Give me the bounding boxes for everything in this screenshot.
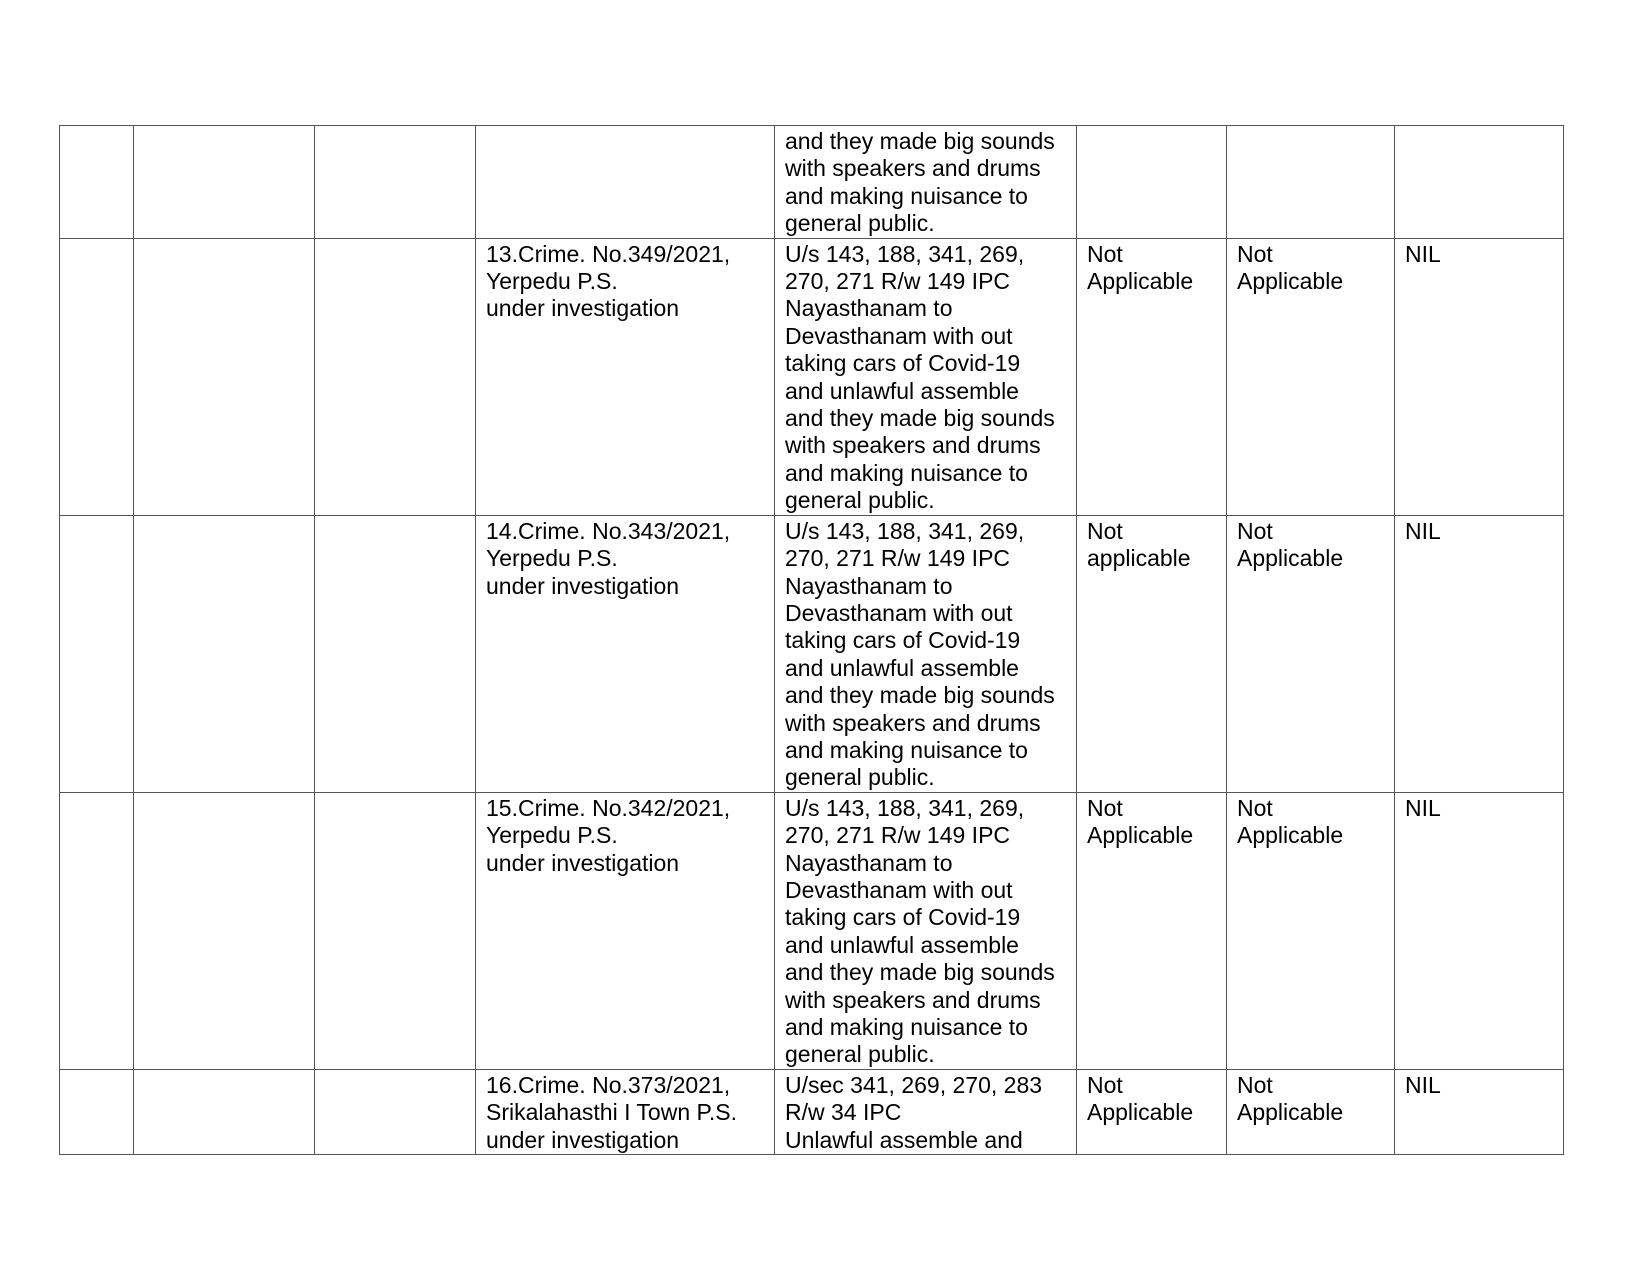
table-row bbox=[60, 126, 1564, 239]
info-cell bbox=[315, 126, 476, 239]
status-a-cell: Not Applicable bbox=[1077, 792, 1227, 1069]
info-cell bbox=[315, 238, 476, 515]
status-b-cell: Not Applicable bbox=[1227, 792, 1395, 1069]
sl-no-cell bbox=[60, 238, 134, 515]
details-cell: U/s 143, 188, 341, 269, 270, 271 R/w 149 IPC Nayasthanam to Devasthanam with out taking cars of Covid-19 and unlawful assemble and they made big sounds with speakers and drums and making nuisance to general public. bbox=[775, 792, 1077, 1069]
details-cell: U/s 143, 188, 341, 269, 270, 271 R/w 149 IPC Nayasthanam to Devasthanam with out taking cars of Covid-19 and unlawful assemble and they made big sounds with speakers and drums and making nuisance to general public. bbox=[775, 515, 1077, 792]
case-cell bbox=[476, 126, 775, 239]
sl-no-cell bbox=[60, 126, 134, 239]
info-cell bbox=[315, 792, 476, 1069]
details-cell: and they made big sounds with speakers and drums and making nuisance to general public. bbox=[775, 126, 1077, 239]
status-a-cell: Not Applicable bbox=[1077, 1069, 1227, 1154]
table-row bbox=[60, 792, 1564, 1069]
case-cell: 16.Crime. No.373/2021, Srikalahasthi I Town P.S. under investigation bbox=[476, 1069, 775, 1154]
table-row bbox=[60, 238, 1564, 515]
info-cell bbox=[315, 1069, 476, 1154]
name-cell bbox=[134, 792, 315, 1069]
details-cell: U/s 143, 188, 341, 269, 270, 271 R/w 149 IPC Nayasthanam to Devasthanam with out taking cars of Covid-19 and unlawful assemble and they made big sounds with speakers and drums and making nuisance to general public. bbox=[775, 238, 1077, 515]
status-b-cell: Not Applicable bbox=[1227, 1069, 1395, 1154]
remark-cell bbox=[1395, 126, 1564, 239]
name-cell bbox=[134, 515, 315, 792]
sl-no-cell bbox=[60, 515, 134, 792]
info-cell bbox=[315, 515, 476, 792]
status-a-cell: Not Applicable bbox=[1077, 238, 1227, 515]
name-cell bbox=[134, 126, 315, 239]
remark-cell: NIL bbox=[1395, 515, 1564, 792]
remark-cell: NIL bbox=[1395, 792, 1564, 1069]
name-cell bbox=[134, 1069, 315, 1154]
case-table bbox=[59, 125, 1564, 1155]
table-row bbox=[60, 1069, 1564, 1154]
case-cell: 15.Crime. No.342/2021, Yerpedu P.S. under investigation bbox=[476, 792, 775, 1069]
sl-no-cell bbox=[60, 1069, 134, 1154]
status-a-cell bbox=[1077, 126, 1227, 239]
table-row bbox=[60, 515, 1564, 792]
details-cell: U/sec 341, 269, 270, 283 R/w 34 IPC Unlawful assemble and bbox=[775, 1069, 1077, 1154]
remark-cell: NIL bbox=[1395, 1069, 1564, 1154]
status-a-cell: Not applicable bbox=[1077, 515, 1227, 792]
sl-no-cell bbox=[60, 792, 134, 1069]
status-b-cell bbox=[1227, 126, 1395, 239]
case-cell: 14.Crime. No.343/2021, Yerpedu P.S. under investigation bbox=[476, 515, 775, 792]
name-cell bbox=[134, 238, 315, 515]
case-cell: 13.Crime. No.349/2021, Yerpedu P.S. under investigation bbox=[476, 238, 775, 515]
status-b-cell: Not Applicable bbox=[1227, 515, 1395, 792]
status-b-cell: Not Applicable bbox=[1227, 238, 1395, 515]
remark-cell: NIL bbox=[1395, 238, 1564, 515]
